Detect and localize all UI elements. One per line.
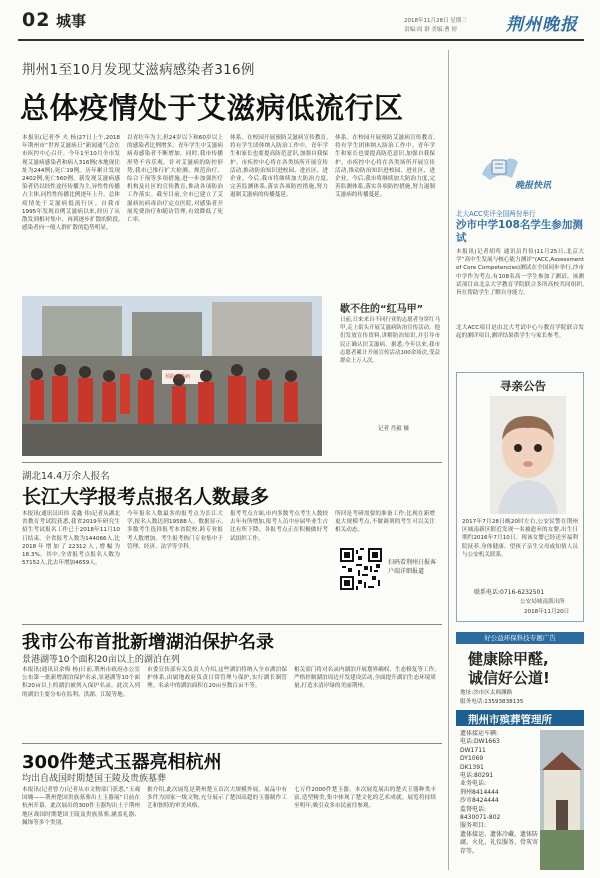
article-lakes-headline: 我市公布首批新增湖泊保护名录 <box>22 632 274 653</box>
article-aids-col4 <box>335 134 435 292</box>
volunteers-photo <box>22 296 322 456</box>
mgmt-building-photo <box>540 730 584 870</box>
article-lakes-col2: 市委宣传部有关负责人介绍,这些湖泊将纳入全市湖泊保护体系,由属地政府负责日常管理与保护,实行湖长制管理。名录中的湖泊面积在20亩至数百亩不等。 <box>147 667 287 690</box>
notice-contact: 联系电话:0716-6232501 <box>474 589 545 596</box>
masthead-logo: 荆州晚报 <box>506 15 578 35</box>
article-jade-headline: 300件楚式玉器亮相杭州 <box>22 752 222 773</box>
flash-news-label: 晚报快讯 <box>515 181 552 191</box>
article-exam-col2: 今年报名人数最多的报考点为长江大学,报名人数达到19588人。数据显示,多数考生选择报考本省院校,跨专业报考人数增加。考生报考热门专业集中于管理、经济、法学等学科。 <box>127 511 223 550</box>
qr-code[interactable] <box>340 548 382 590</box>
ad-phone: 服务电话:13593838135 <box>460 699 524 705</box>
mgmt-title: 荆州市殡葬管理所 <box>468 714 552 726</box>
photo-caption-body: 日前,日来来自不同行业的志愿者身穿红马甲,走上街头开展艾滋病防治宣传活动。他们发放宣传资料,讲解防治知识,并引导市民正确认识艾滋病。据悉,今年以来,我市志愿者累计开展宣传活动300余场次,受益群众上万人次。 <box>340 317 440 365</box>
baby-photo <box>490 396 566 514</box>
article-aids-col1: 本报讯(记者李 夫 杨)27日上午,2018年荆州市“世界艾滋病日”新闻通气会在市疾控中心召开。今年1至10月全市发现艾滋病感染者和病人316例(本地现住址为244例),死亡19例。历年累计发现2402例,死亡560例。新发现艾滋病感染者仍以经性途径传播为主,异性性传播占主体,同性性传播比例逐年上升。总体疫情处于艾滋病低流行区。自我市1995年发现首例艾滋病以来,经历了从散发到相对集中、再到逐步扩散的阶段,感染者向一般人群扩散的趋势明显。 <box>22 135 120 232</box>
divider-2 <box>22 624 442 625</box>
article-exam-col1: 本报讯(通讯员田伟 姜鑫 伟)记者从湖北省教育考试院获悉,我省2019年研究生招生考试报名工作已于2018年11月10日结束。全省报考人数为144066人,比2018年增加了22312人,增幅为18.3%。其中,全省报考点报名人数为57152人,比去年增加4659人。 <box>22 511 120 567</box>
article-jade-subhead: 均出自战国时期楚国王陵及贵族墓葬 <box>22 774 167 784</box>
notice-date: 2018年11月20日 <box>524 609 570 615</box>
brief-kicker: 北大ACC奖评全国两份举行 <box>456 210 536 218</box>
ad-title-1: 健康除甲醛, <box>468 650 549 668</box>
photo-caption-title: 歇不住的“红马甲” <box>340 304 424 315</box>
photo-byline: 记者 肖毅 摄 <box>378 426 409 432</box>
article-lakes-subhead: 景港湖等10个面积20亩以上的湖泊在列 <box>22 655 180 665</box>
mgmt-items: 遗体接运车辆: 电话:DW1663 DW1711 DY1069 DK1391 电话:80291 业务电话: 荆州8414444 沙市8424444 监督电话: 8430071-802 服务项目: 遗体接运、遗体冷藏、遗体防腐、火化、礼仪服务、骨灰寄存等。 <box>460 730 538 855</box>
notice-org: 公安局城南派出所 <box>520 599 565 605</box>
sidebar-rule <box>448 50 449 870</box>
article-exam-col4: 所回是考研需要的准备工作;比现在新增更大规模考点,不做调剂的考生可以关注相关动态。 <box>335 511 435 534</box>
divider-3 <box>22 743 442 744</box>
article-lakes-col1: 本报讯(通讯员余梅 杨)日前,荆州市政府办公室公布第一批新增湖泊保护名录,景港湖等10个面积20亩以上的湖泊被列入保护名录。此次入列的湖泊主要分布在监利、洪湖、江陵等地。 <box>22 667 140 698</box>
article-aids-col4-text: 体系。在校园开展预防艾滋病宣传教育,将有学生团体纳入防治工作中。青年学生和家长也要提高防范意识,加强自我保护。市疾控中心将在各类场所开展宣传活动,推动防治知识进校园、进社区、进企业。今后,我市将继续加大防治力度,完善监测体系,落实各项防控措施,努力遏制艾滋病的传播蔓延。 <box>335 135 435 199</box>
divider-1 <box>22 462 442 463</box>
page-number: 02 <box>22 9 51 31</box>
header-date: 2018年11月28日 星期三 <box>404 18 467 24</box>
ad-title-2: 诚信好公道! <box>468 669 550 687</box>
ad-banner: 好公益环保科技专题广告 <box>456 632 584 644</box>
header-editors: 责编:周 群 美编:曹 婷 <box>404 27 457 33</box>
section-name: 城事 <box>56 12 87 30</box>
article-aids-col2: 以青壮年为主,但24岁以下和60岁以上的感染者比例增多。青年学生中艾滋病病毒感染者不断增加。同时,我市传播形势不容乐观。针对艾滋病的防控形势,我市已推行扩大检测、规范治疗、综合干预等多项措施,进一步加强医疗机构及社区的宣传教育,推动各项防治工作落实。截至目前,全市已建立了艾滋病抗病毒治疗定点医院,对感染者开展免费治疗和随访管理,有效降低了死亡率。 <box>127 135 223 224</box>
photo-banner-text: 预防艾滋病 <box>165 374 191 380</box>
article-jade-col2: 据介绍,此次展览是荆州楚玉首次大规模外展。展品中有多件为国家一级文物,充分展示了楚国高超的玉器制作工艺和独特的审美风格。 <box>147 787 287 810</box>
notice-body: 2017年7月28日晚20时左右,公安民警在荆州区城南新区附近发现一名被遗弃的女婴,出生日期约2016年7月10日。现该女婴已经送至福利院抚养,身体健康。望孩子亲生父母或知情人员与公安机关联系。 <box>462 519 578 558</box>
header-rule <box>18 39 584 41</box>
ad-address: 地址:沙市区太师渊路 <box>460 690 513 696</box>
page-header <box>0 0 600 40</box>
article-aids-col3: 体系。在校园开展预防艾滋病宣传教育,将有学生团体纳入防治工作中。青年学生和家长也要提高防范意识,加强自我保护。市疾控中心将在各类场所开展宣传活动,推动防治知识进校园、进社区、进企业。今后,我市将继续加大防治力度,完善监测体系,落实各项防控措施,努力遏制艾滋病的传播蔓延。 <box>230 135 328 199</box>
article-exam-kicker: 湖北14.4万余人报名 <box>22 471 110 482</box>
article-aids-headline: 总体疫情处于艾滋病低流行区 <box>20 91 404 125</box>
flash-news-icon <box>478 150 520 184</box>
qr-caption: 扫码看荆州日报客户端详细报道 <box>388 559 436 575</box>
brief-title: 沙市中学108名学生参加测试 <box>456 219 583 244</box>
brief-body: 本报讯(记者胡鸾 通讯员肖俭)11月25日,北京大学“高中生发展与核心能力测评”(ACC,Assessment of Core Competencies)测试在全国同步举行,沙市中学作为考点,有108名高一学生参加了测试。该测试项目由北京大学教育学院联合多所高校共同组织,旨在帮助学生了解自身能力。 <box>456 249 584 297</box>
article-jade-col1: 本报讯(记者曾力)记者从市文物部门获悉,“玉魂国魄——荆州楚国贵族墓葬出土玉器展”日前在杭州开幕。此次展出的300件玉器均出土于荆州地区战国时期楚国王陵及贵族墓葬,涵盖礼器、佩饰等多个类别。 <box>22 787 140 826</box>
brief-body-2: 北大ACC项目是由北大考试中心与教育学院联合发起的测评项目,测评结果供学生与家长参考。 <box>456 325 584 340</box>
article-aids-kicker: 荆州1至10月发现艾滋病感染者316例 <box>22 62 255 78</box>
article-jade-col3: 七万件2000件楚玉器。本次展览展出的楚式玉器种类丰富,造型精美,集中体现了楚文化的艺术成就。展览将持续至明年,吸引众多市民前往参观。 <box>294 787 436 810</box>
notice-title: 寻亲公告 <box>500 379 546 393</box>
article-lakes-col3: 相关部门将对名录内湖泊开展划界确权、生态修复等工作,严格控制湖泊周边开发建设活动,全面提升湖泊生态环境质量,打造水清岸绿的美丽荆州。 <box>294 667 436 690</box>
article-exam-col3: 报考考点方面,市内多数考点考生人数较去年有所增加,报考人员中应届毕业生占比有所下降。各报考点正在积极做好考试组织工作。 <box>230 511 328 542</box>
article-exam-headline: 长江大学报考点报名人数最多 <box>22 486 270 508</box>
